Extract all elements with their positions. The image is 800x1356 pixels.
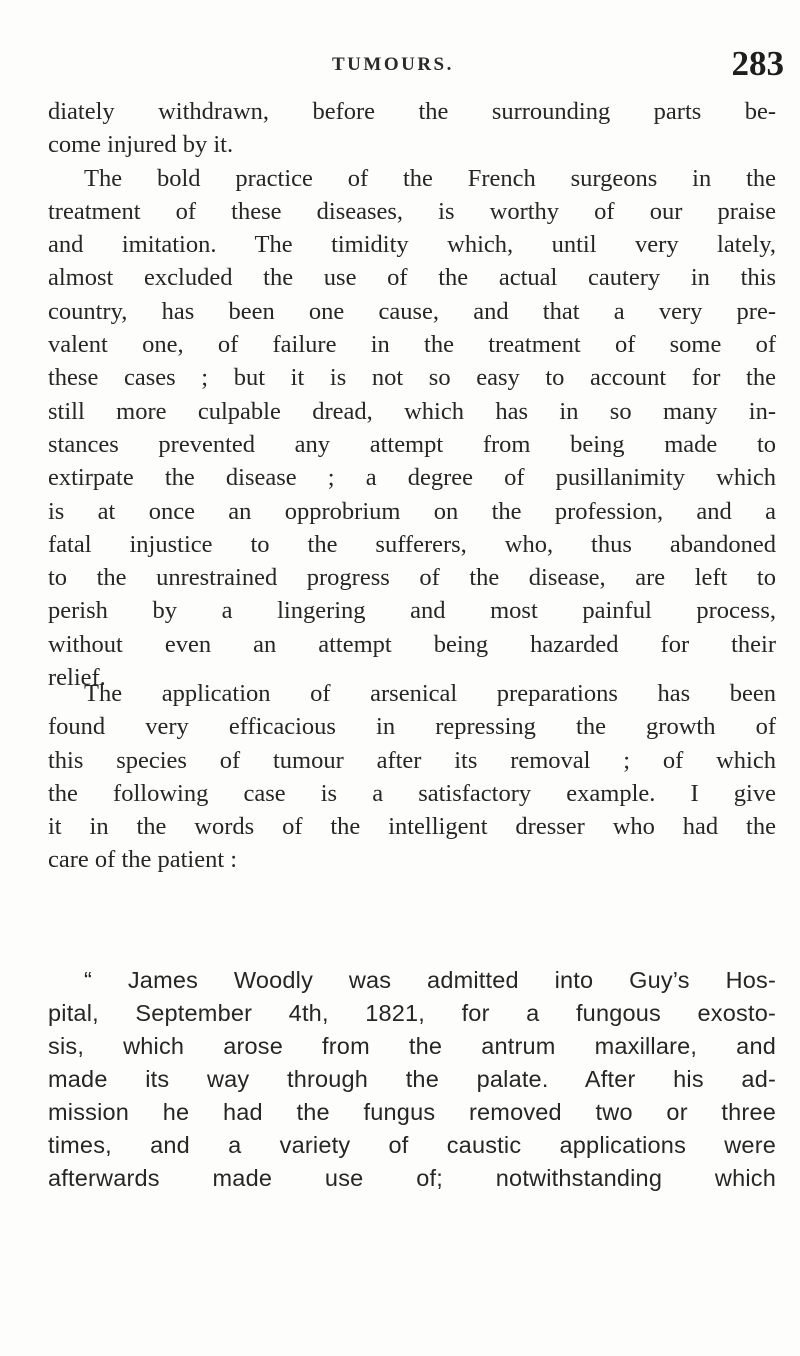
paragraph-arsenical — [48, 677, 776, 877]
text-line: almost excluded the use of the actual cautery in this — [48, 264, 776, 292]
text-line: the following case is a satisfactory example. I give — [48, 779, 776, 807]
running-title: TUMOURS. — [332, 54, 454, 75]
text-line: and imitation. The timidity which, until very lately, — [48, 231, 776, 259]
text-line: made its way through the palate. After his ad- — [48, 1066, 776, 1092]
text-line: country, has been one cause, and that a very pre- — [48, 297, 776, 325]
text-line: to the unrestrained progress of the disease, are left to — [48, 564, 776, 592]
text-line: care of the patient : — [48, 846, 238, 874]
text-line: extirpate the disease ; a degree of pusillanimity which — [48, 464, 776, 492]
page-number: 283 — [731, 44, 784, 83]
text-line: mission he had the fungus removed two or three — [48, 1099, 776, 1125]
text-line: is at once an opprobrium on the profession, and a — [48, 497, 776, 525]
text-line: pital, September 4th, 1821, for a fungous exosto- — [48, 1000, 776, 1026]
text-line: found very efficacious in repressing the growth of — [48, 713, 776, 741]
text-line: fatal injustice to the sufferers, who, thus abandoned — [48, 530, 776, 558]
text-line: relief. — [48, 664, 106, 692]
text-line: this species of tumour after its removal ; of which — [48, 746, 776, 774]
running-head — [48, 44, 784, 84]
text-line: these cases ; but it is not so easy to account for the — [48, 364, 776, 392]
text-line: come injured by it. — [48, 131, 234, 159]
text-line: The application of arsenical preparations has been — [84, 680, 776, 707]
text-line: without even an attempt being hazarded for their — [48, 630, 776, 658]
text-line: “ James Woodly was admitted into Guy’s Hos- — [84, 967, 776, 993]
text-line: perish by a lingering and most painful process, — [48, 597, 776, 625]
text-line: afterwards made use of; notwithstanding which — [48, 1165, 776, 1191]
text-line: times, and a variety of caustic applications were — [48, 1132, 776, 1158]
text-line: stances prevented any attempt from being made to — [48, 430, 776, 458]
paragraph-continuation — [48, 95, 776, 694]
paragraph-case-quote — [48, 964, 776, 1195]
text-line: sis, which arose from the antrum maxillare, and — [48, 1033, 776, 1059]
text-line: valent one, of failure in the treatment of some of — [48, 331, 776, 359]
text-line: diately withdrawn, before the surrounding parts be- — [48, 98, 776, 125]
text-line: The bold practice of the French surgeons in the — [84, 164, 776, 192]
text-line: still more culpable dread, which has in so many in- — [48, 397, 776, 425]
text-line: it in the words of the intelligent dresser who had the — [48, 813, 776, 841]
text-line: treatment of these diseases, is worthy of our praise — [48, 197, 776, 225]
